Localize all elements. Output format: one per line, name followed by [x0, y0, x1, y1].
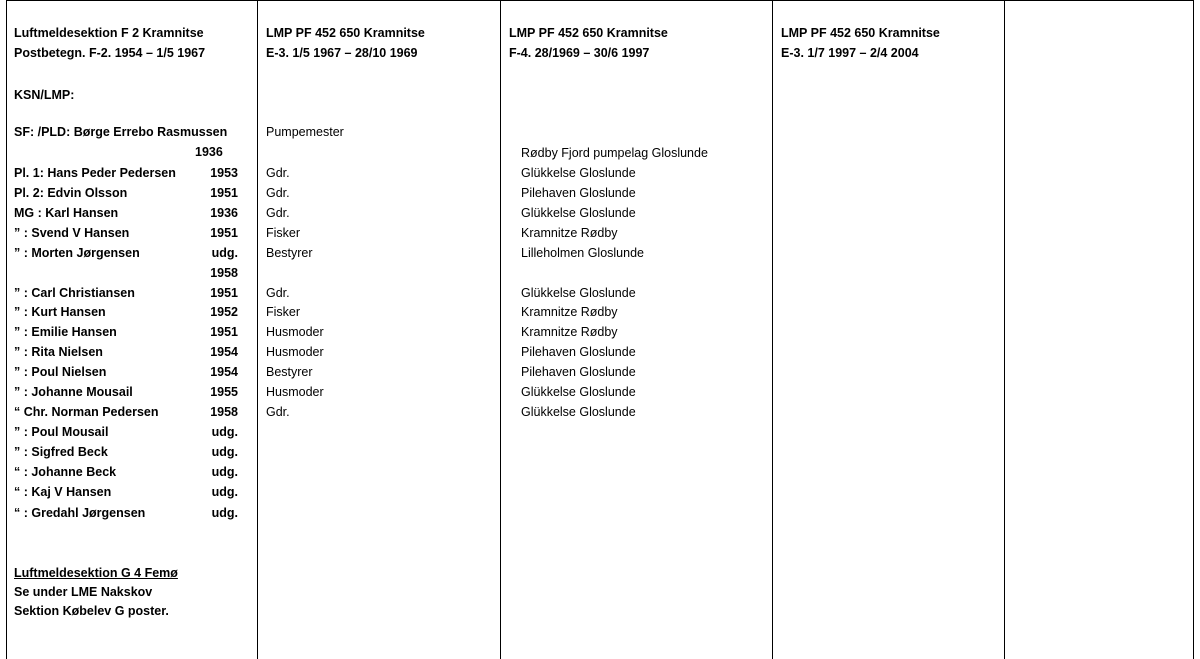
occupation-item: Gdr. — [266, 166, 290, 180]
person-name: Pl. 2: Edvin Olsson — [14, 186, 128, 200]
address-item: Rødby Fjord pumpelag Gloslunde — [521, 146, 708, 160]
address-item: Kramnitze Rødby — [521, 325, 618, 339]
person-name: ” : Sigfred Beck — [14, 445, 108, 459]
person-year: udg. — [211, 465, 238, 479]
sf-pld-year: 1936 — [195, 145, 223, 159]
footer-line: Se under LME Nakskov — [14, 585, 153, 599]
person-year: 1958 — [210, 266, 238, 280]
address-item: Pilehaven Gloslunde — [521, 345, 636, 359]
address-item: Glükkelse Gloslunde — [521, 166, 636, 180]
person-year: udg. — [211, 445, 238, 459]
column-e3-1997 — [772, 0, 1004, 659]
column1-header-line1: Luftmeldesektion F 2 Kramnitse — [14, 26, 204, 40]
occupation-item: Husmoder — [266, 345, 324, 359]
person-name: “ : Johanne Beck — [14, 465, 117, 479]
person-name: Pl. 1: Hans Peder Pedersen — [14, 166, 176, 180]
column4-header-line2: E-3. 1/7 1997 – 2/4 2004 — [781, 46, 919, 60]
address-item: Kramnitze Rødby — [521, 305, 618, 319]
person-year: 1953 — [210, 166, 238, 180]
person-year: 1951 — [210, 226, 238, 240]
person-year: udg. — [211, 425, 238, 439]
column3-header-line1: LMP PF 452 650 Kramnitse — [509, 26, 668, 40]
person-year: udg. — [211, 485, 238, 499]
occupation-item: Husmoder — [266, 325, 324, 339]
person-year: 1954 — [210, 345, 238, 359]
person-name: ” : Johanne Mousail — [14, 385, 133, 399]
person-name: “ : Gredahl Jørgensen — [14, 506, 146, 520]
address-item: Glükkelse Gloslunde — [521, 286, 636, 300]
occupation-item: Gdr. — [266, 186, 290, 200]
address-item: Pilehaven Gloslunde — [521, 186, 636, 200]
person-year: udg. — [211, 246, 238, 260]
address-item: Glükkelse Gloslunde — [521, 385, 636, 399]
column4-header-line1: LMP PF 452 650 Kramnitse — [781, 26, 940, 40]
occupation-item: Fisker — [266, 305, 301, 319]
person-name: ” : Morten Jørgensen — [14, 246, 140, 260]
person-name: ” : Emilie Hansen — [14, 325, 117, 339]
person-name: ” : Carl Christiansen — [14, 286, 135, 300]
person-name: “ Chr. Norman Pedersen — [14, 405, 159, 419]
occupation-item: Bestyrer — [266, 246, 313, 260]
person-year: 1951 — [210, 186, 238, 200]
person-name: ” : Poul Nielsen — [14, 365, 107, 379]
address-item: Glükkelse Gloslunde — [521, 206, 636, 220]
footer-line: Sektion Købelev G poster. — [14, 604, 169, 618]
address-item: Pilehaven Gloslunde — [521, 365, 636, 379]
occupation-item: Pumpemester — [266, 125, 344, 139]
column-empty — [1004, 0, 1194, 659]
person-year: 1958 — [210, 405, 238, 419]
person-year: 1952 — [210, 305, 238, 319]
person-year: 1955 — [210, 385, 238, 399]
occupation-item: Bestyrer — [266, 365, 313, 379]
column1-header-line2: Postbetegn. F-2. 1954 – 1/5 1967 — [14, 46, 206, 60]
person-name: ” : Poul Mousail — [14, 425, 109, 439]
column-section-f2 — [6, 0, 257, 659]
person-name: ” : Svend V Hansen — [14, 226, 130, 240]
occupation-item: Gdr. — [266, 286, 290, 300]
occupation-item: Gdr. — [266, 206, 290, 220]
column-f4-1969 — [500, 0, 772, 659]
occupation-item: Fisker — [266, 226, 301, 240]
occupation-item: Husmoder — [266, 385, 324, 399]
address-item: Lilleholmen Gloslunde — [521, 246, 644, 260]
column-e3-1967 — [257, 0, 500, 659]
person-year: 1936 — [210, 206, 238, 220]
address-item: Glükkelse Gloslunde — [521, 405, 636, 419]
person-name: ” : Kurt Hansen — [14, 305, 106, 319]
address-item: Kramnitze Rødby — [521, 226, 618, 240]
person-year: 1951 — [210, 286, 238, 300]
person-name: ” : Rita Nielsen — [14, 345, 103, 359]
sf-pld-line: SF: /PLD: Børge Errebo Rasmussen — [14, 125, 228, 139]
column2-header-line2: E-3. 1/5 1967 – 28/10 1969 — [266, 46, 418, 60]
person-name: MG : Karl Hansen — [14, 206, 119, 220]
footer-title: Luftmeldesektion G 4 Femø — [14, 566, 178, 580]
ksn-lmp-label: KSN/LMP: — [14, 88, 75, 102]
column3-header-line2: F-4. 28/1969 – 30/6 1997 — [509, 46, 650, 60]
person-year: udg. — [211, 506, 238, 520]
person-year: 1951 — [210, 325, 238, 339]
occupation-item: Gdr. — [266, 405, 290, 419]
column2-header-line1: LMP PF 452 650 Kramnitse — [266, 26, 425, 40]
person-name: “ : Kaj V Hansen — [14, 485, 112, 499]
person-year: 1954 — [210, 365, 238, 379]
